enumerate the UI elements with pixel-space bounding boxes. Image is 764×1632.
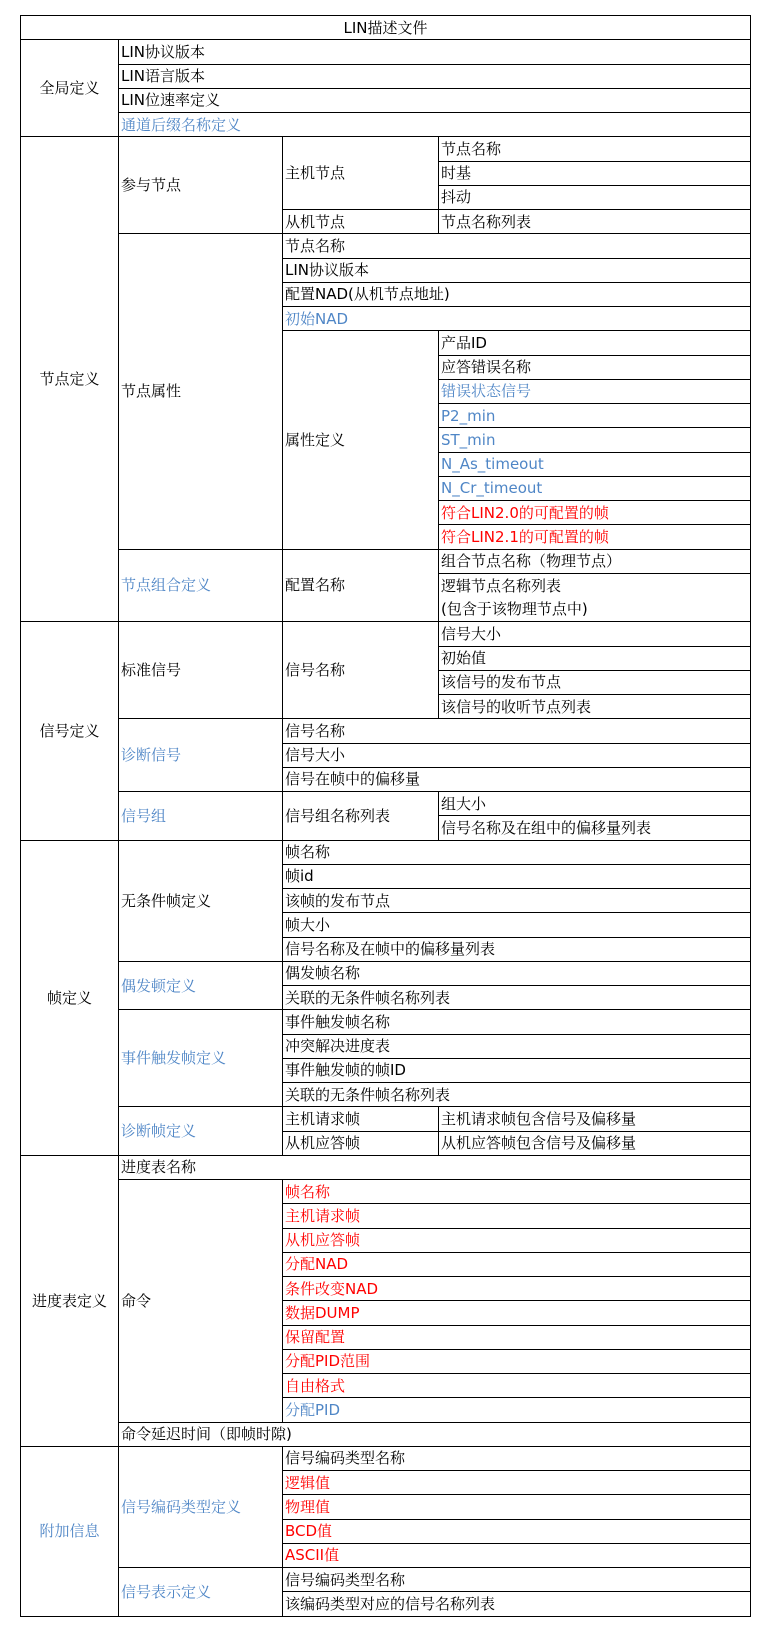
encoding-item: 信号编码类型名称 [283, 1446, 751, 1470]
event-frame-item: 事件触发帧名称 [283, 1010, 751, 1034]
diag-frame-desc: 从机应答帧包含信号及偏移量 [439, 1131, 751, 1155]
event-frame-item: 事件触发帧的帧ID [283, 1058, 751, 1082]
combo-item: 组合节点名称（物理节点） [439, 549, 751, 573]
table-row [21, 719, 751, 743]
diag-signal-item: 信号大小 [283, 743, 751, 767]
attr-def-item: ST_min [439, 428, 751, 452]
combo-item: 逻辑节点名称列表 [439, 573, 751, 597]
attr-def-item: N_As_timeout [439, 452, 751, 476]
unconditional-frame-item: 帧大小 [283, 913, 751, 937]
attr-def-item: P2_min [439, 404, 751, 428]
schedule-cmd-item: 条件改变NAD [283, 1277, 751, 1301]
combo-item: (包含于该物理节点中) [439, 598, 751, 622]
schedule-cmd-item: 分配NAD [283, 1252, 751, 1276]
schedule-cmd-item: 帧名称 [283, 1180, 751, 1204]
master-item: 时基 [439, 161, 751, 185]
table-title: LIN描述文件 [21, 16, 751, 40]
unconditional-frame-item: 该帧的发布节点 [283, 889, 751, 913]
diag-frame-label: 诊断帧定义 [119, 1107, 283, 1156]
repr-item: 信号编码类型名称 [283, 1568, 751, 1592]
standard-signal-label: 标准信号 [119, 622, 283, 719]
repr-label: 信号表示定义 [119, 1568, 283, 1617]
encoding-item: ASCII值 [283, 1543, 751, 1567]
standard-signal-item: 初始值 [439, 646, 751, 670]
encoding-item: 逻辑值 [283, 1471, 751, 1495]
combo-config-label: 配置名称 [283, 549, 439, 622]
table-row [21, 622, 751, 646]
global-item: LIN位速率定义 [119, 88, 751, 112]
schedule-cmd-item: 分配PID [283, 1398, 751, 1422]
schedule-name: 进度表名称 [119, 1155, 751, 1179]
table-row [21, 64, 751, 88]
encoding-label: 信号编码类型定义 [119, 1446, 283, 1567]
schedule-delay: 命令延迟时间（即帧时隙) [119, 1422, 751, 1446]
attr-item: LIN协议版本 [283, 258, 751, 282]
encoding-item: 物理值 [283, 1495, 751, 1519]
diag-signal-item: 信号在帧中的偏移量 [283, 767, 751, 791]
schedule-cmd-item: 数据DUMP [283, 1301, 751, 1325]
signal-group-name: 信号组名称列表 [283, 792, 439, 841]
diag-signal-item: 信号名称 [283, 719, 751, 743]
sporadic-frame-label: 偶发顿定义 [119, 961, 283, 1010]
table-row [21, 549, 751, 573]
sporadic-frame-item: 关联的无条件帧名称列表 [283, 986, 751, 1010]
signal-group-label: 信号组 [119, 792, 283, 841]
attr-def-label: 属性定义 [283, 331, 439, 549]
combo-label: 节点组合定义 [119, 549, 283, 622]
global-item: LIN语言版本 [119, 64, 751, 88]
attr-def-item: 产品ID [439, 331, 751, 355]
table-row [21, 137, 751, 161]
table-row [21, 88, 751, 112]
master-node-label: 主机节点 [283, 137, 439, 210]
unconditional-frame-item: 帧名称 [283, 840, 751, 864]
slave-item: 节点名称列表 [439, 210, 751, 234]
diag-frame-name: 主机请求帧 [283, 1107, 439, 1131]
diag-frame-name: 从机应答帧 [283, 1131, 439, 1155]
standard-signal-name: 信号名称 [283, 622, 439, 719]
table-row [21, 1010, 751, 1034]
attr-label: 节点属性 [119, 234, 283, 549]
table-row [21, 1180, 751, 1204]
section-global-label: 全局定义 [21, 40, 119, 137]
sporadic-frame-item: 偶发帧名称 [283, 961, 751, 985]
table-row [21, 1422, 751, 1446]
schedule-cmd-item: 保留配置 [283, 1325, 751, 1349]
schedule-cmd-item: 主机请求帧 [283, 1204, 751, 1228]
unconditional-frame-item: 帧id [283, 864, 751, 888]
schedule-cmd-label: 命令 [119, 1180, 283, 1423]
master-item: 节点名称 [439, 137, 751, 161]
attr-def-item: 符合LIN2.0的可配置的帧 [439, 501, 751, 525]
table-row [21, 1107, 751, 1131]
section-node-label: 节点定义 [21, 137, 119, 622]
table-row [21, 1446, 751, 1470]
table-row [21, 840, 751, 864]
table-row [21, 40, 751, 64]
repr-item: 该编码类型对应的信号名称列表 [283, 1592, 751, 1617]
section-frame-label: 帧定义 [21, 840, 119, 1155]
signal-group-item: 信号名称及在组中的偏移量列表 [439, 816, 751, 840]
diag-frame-desc: 主机请求帧包含信号及偏移量 [439, 1107, 751, 1131]
event-frame-label: 事件触发帧定义 [119, 1010, 283, 1107]
schedule-cmd-item: 从机应答帧 [283, 1228, 751, 1252]
global-item: 通道后缀名称定义 [119, 113, 751, 137]
master-item: 抖动 [439, 185, 751, 209]
encoding-item: BCD值 [283, 1519, 751, 1543]
global-item: LIN协议版本 [119, 40, 751, 64]
attr-item: 配置NAD(从机节点地址) [283, 282, 751, 306]
table-row [21, 1568, 751, 1592]
section-schedule-label: 进度表定义 [21, 1155, 119, 1446]
table-row [21, 961, 751, 985]
signal-group-item: 组大小 [439, 792, 751, 816]
event-frame-item: 关联的无条件帧名称列表 [283, 1083, 751, 1107]
table-row [21, 1155, 751, 1179]
standard-signal-item: 信号大小 [439, 622, 751, 646]
attr-item: 节点名称 [283, 234, 751, 258]
attr-def-item: N_Cr_timeout [439, 476, 751, 500]
attr-def-item: 应答错误名称 [439, 355, 751, 379]
attr-def-item: 符合LIN2.1的可配置的帧 [439, 525, 751, 549]
participate-label: 参与节点 [119, 137, 283, 234]
unconditional-frame-item: 信号名称及在帧中的偏移量列表 [283, 937, 751, 961]
event-frame-item: 冲突解决进度表 [283, 1034, 751, 1058]
slave-node-label: 从机节点 [283, 210, 439, 234]
schedule-cmd-item: 自由格式 [283, 1374, 751, 1398]
table-row [21, 113, 751, 137]
schedule-cmd-item: 分配PID范围 [283, 1349, 751, 1373]
standard-signal-item: 该信号的收听节点列表 [439, 695, 751, 719]
table-row [21, 792, 751, 816]
lin-spec-table [20, 15, 751, 1617]
attr-def-item: 错误状态信号 [439, 379, 751, 403]
diag-signal-label: 诊断信号 [119, 719, 283, 792]
title-row [21, 16, 751, 40]
section-signal-label: 信号定义 [21, 622, 119, 840]
section-extra-label: 附加信息 [21, 1446, 119, 1616]
table-row [21, 234, 751, 258]
unconditional-frame-label: 无条件帧定义 [119, 840, 283, 961]
standard-signal-item: 该信号的发布节点 [439, 670, 751, 694]
attr-item: 初始NAD [283, 307, 751, 331]
